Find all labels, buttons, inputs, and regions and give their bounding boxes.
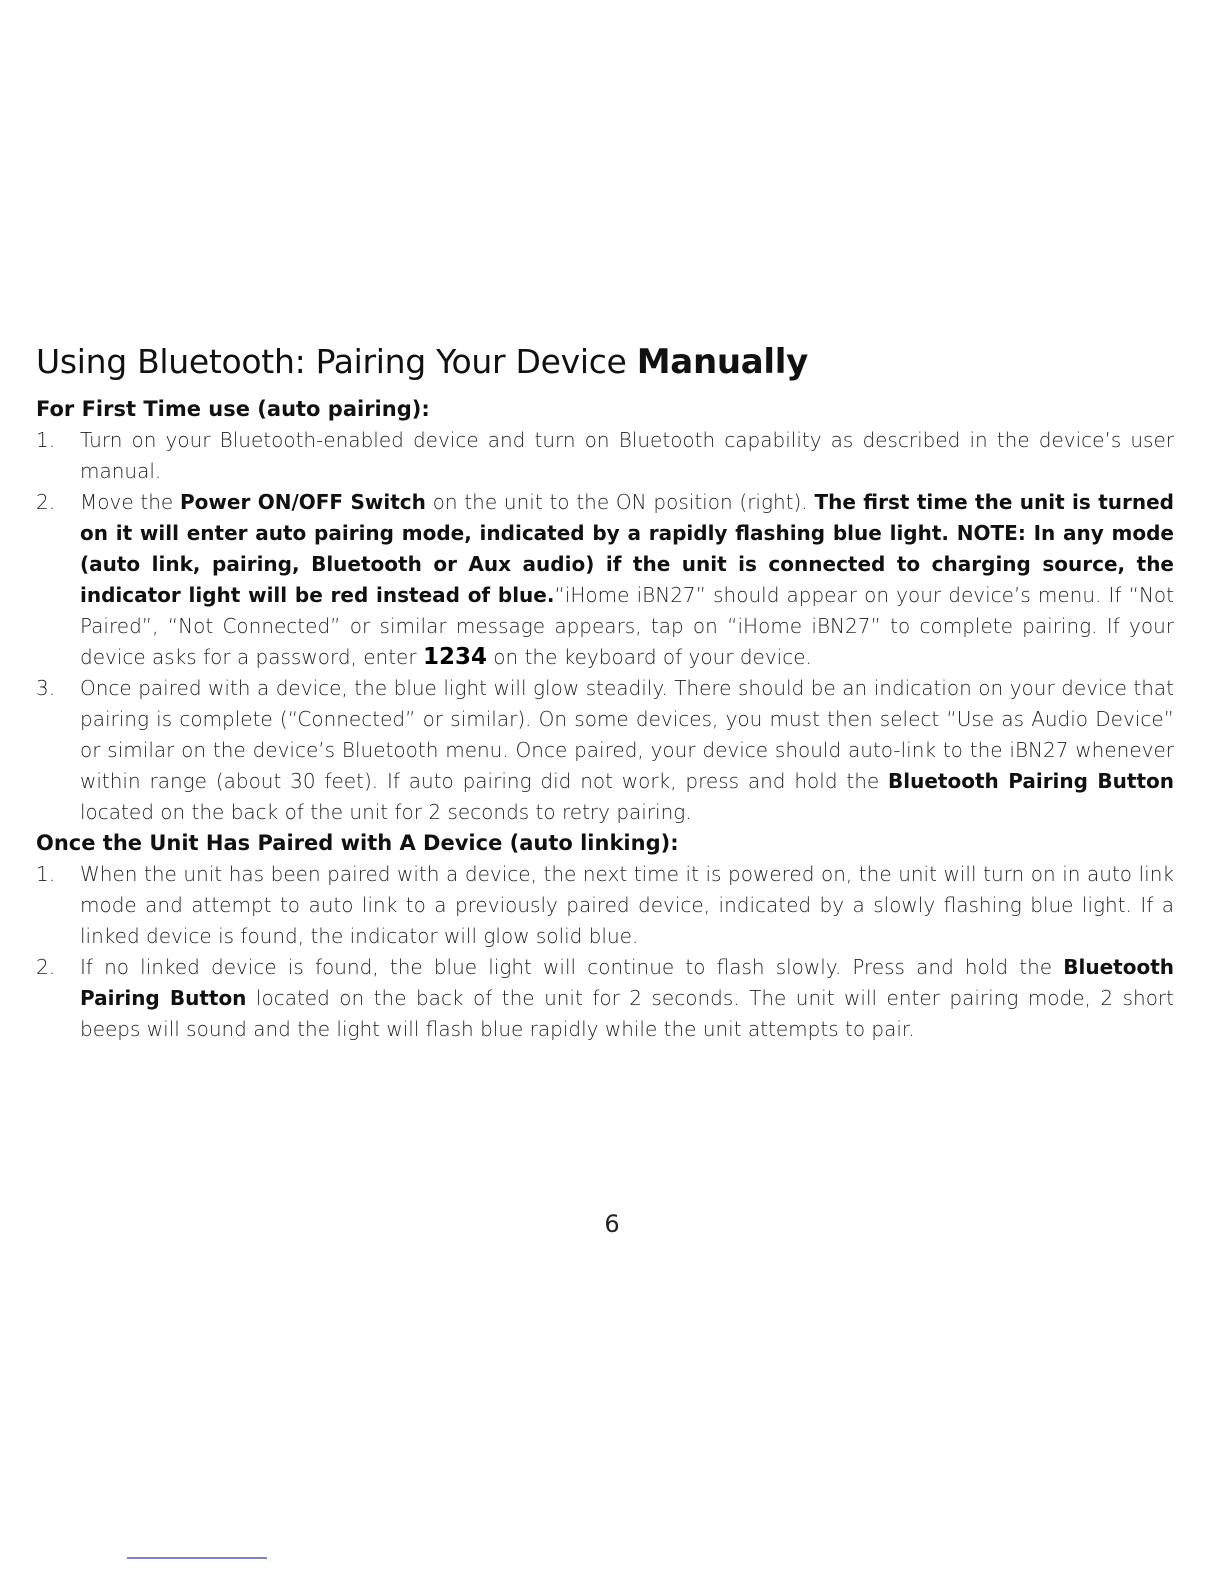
auto-linking-steps [36, 859, 1174, 1045]
power-switch-label: Power ON/OFF Switch [180, 490, 426, 514]
page-title [36, 336, 1174, 388]
footer-rule [127, 1557, 267, 1559]
step-text: located on the back of the unit for 2 seconds. The unit will enter pairing mode, 2 short beeps will sound and the light will flash blue rapidly while the unit attempts to pair. [80, 986, 1174, 1041]
list-item [36, 673, 1174, 828]
step-text: If no linked device is found, the blue light will continue to flash slowly. Press and hold the [80, 955, 1064, 979]
first-time-steps [36, 425, 1174, 828]
step-number: 2. [36, 490, 56, 514]
password-code: 1234 [422, 644, 487, 670]
step-number: 2. [36, 955, 56, 979]
step-text: Move the [80, 490, 181, 514]
step-text: on the keyboard of your device. [486, 645, 812, 669]
step-text: When the unit has been paired with a device, the next time it is powered on, the unit will turn on in auto link mode and attempt to auto link to a previously paired device, indicated by a slowly flashing blue light. If a linked device is found, the indicator will glow solid blue. [80, 862, 1174, 948]
step-number: 3. [36, 676, 56, 700]
list-item [36, 425, 1174, 487]
step-number: 1. [36, 428, 56, 452]
page-title-text: Using Bluetooth: Pairing Your Device [36, 342, 637, 381]
manual-page [36, 336, 1174, 1045]
step-text: “iHome iBN27” should appear on your device’s menu. If “Not Paired”, “Not Connected” or similar message appears, tap on “iHome iBN27” to complete pairing. If your device asks for a password, enter [80, 583, 1175, 669]
page-number: 6 [604, 1210, 620, 1238]
list-item [36, 859, 1174, 952]
list-item [36, 952, 1174, 1045]
step-text: on the unit to the ON position (right). [425, 490, 815, 514]
pairing-button-label: Bluetooth Pairing Button [80, 955, 1174, 1010]
pairing-button-label: Bluetooth Pairing Button [888, 769, 1175, 793]
list-item [36, 487, 1174, 673]
step-number: 1. [36, 862, 56, 886]
step-text: Once paired with a device, the blue light will glow steadily. There should be an indication on your device that pairing is complete (“Connected” or similar). On some devices, you must then select “Use as Audio Device” or similar on the device’s Bluetooth menu. Once paired, your device should auto-link to the iBN27 whenever within range (about 30 feet). If auto pairing did not work, press and hold the [80, 676, 1174, 793]
step-text: Turn on your Bluetooth-enabled device and turn on Bluetooth capability as described in the device’s user manual. [80, 428, 1174, 483]
section-heading-first-time: For First Time use (auto pairing): [36, 397, 430, 421]
section-heading-auto-linking: Once the Unit Has Paired with A Device (auto linking): [36, 831, 679, 855]
auto-pairing-note: The first time the unit is turned on it will enter auto pairing mode, indicated by a rapidly flashing blue light. NOTE: In any mode (auto link, pairing, Bluetooth or Aux audio) if the unit is connected to charging source, the indicator light will be red instead of blue. [80, 490, 1174, 607]
step-text: located on the back of the unit for 2 seconds to retry pairing. [80, 800, 692, 824]
page-title-emphasis: Manually [636, 342, 808, 382]
